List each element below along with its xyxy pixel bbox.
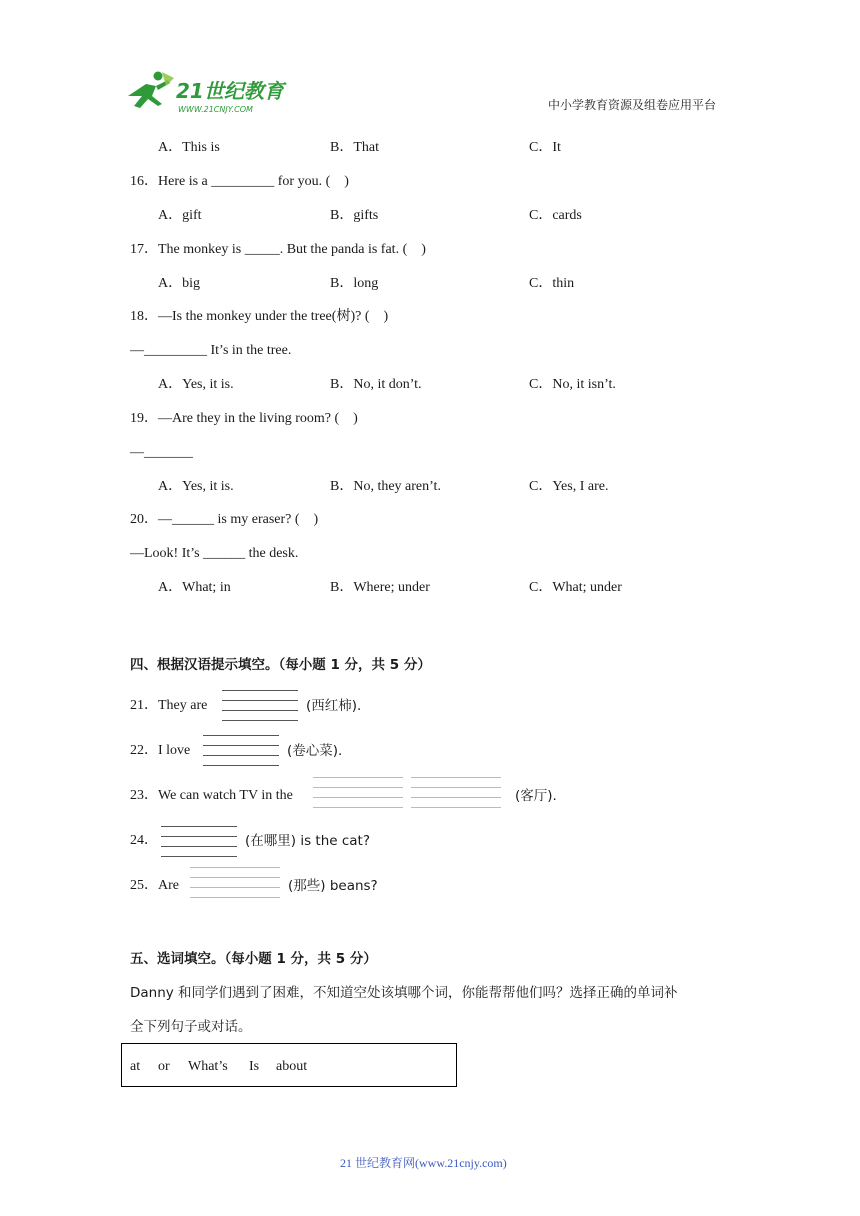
word-bank-box [121,1043,457,1087]
q20-stem: 20．—______ is my eraser? ( ) [130,512,319,527]
q25-writing-lines[interactable] [190,867,280,899]
q17-option-b: B．long [330,276,379,291]
q21-hint: (西红柿). [306,698,362,714]
q15-option-c: C．It [529,140,561,155]
q20-option-c: C．What; under [529,580,622,595]
q17-stem: 17．The monkey is _____. But the panda is fat. ( ) [130,242,426,257]
runner-logo-icon [122,70,292,116]
q21-prefix: 21．They are [130,698,208,713]
q17-option-c: C．thin [529,276,575,291]
q16-stem: 16．Here is a _________ for you. ( ) [130,174,349,189]
q22-prefix: 22．I love [130,743,191,758]
q20-reply: —Look! It’s ______ the desk. [130,546,299,561]
q22-hint: (卷心菜). [287,743,343,759]
q19-option-c: C．Yes, I are. [529,479,609,494]
q18-stem: 18．—Is the monkey under the tree(树)? ( ) [130,309,389,324]
q23-hint: (客厅). [515,788,557,804]
footer-site-link[interactable]: 21 世纪教育网(www.21cnjy.com) [340,1156,507,1170]
q23-writing-lines-2[interactable] [411,777,501,809]
q23-prefix: 23．We can watch TV in the [130,788,293,803]
q16-option-a: A．gift [158,208,202,223]
section5-intro-line2: 全下列句子或对话。 [130,1019,252,1035]
q23-writing-lines-1[interactable] [313,777,403,809]
q16-option-c: C．cards [529,208,582,223]
q15-option-b: B．That [330,140,379,155]
section5-title: 五、选词填空。（每小题 1 分，共 5 分） [130,951,377,967]
logo-sub-text: WWW.21CNJY.COM [178,105,253,114]
q18-option-a: A．Yes, it is. [158,377,234,392]
q20-option-b: B．Where; under [330,580,430,595]
q24-prefix: 24． [130,833,158,848]
q21-writing-lines[interactable] [222,690,298,722]
q18-reply: —_________ It’s in the tree. [130,343,292,358]
q24-hint: (在哪里) is the cat? [245,833,371,849]
q17-option-a: A．big [158,276,200,291]
q19-option-b: B．No, they aren’t. [330,479,441,494]
q18-option-b: B．No, it don’t. [330,377,422,392]
q18-option-c: C．No, it isn’t. [529,377,616,392]
q20-option-a: A．What; in [158,580,231,595]
q19-option-a: A．Yes, it is. [158,479,234,494]
word-bank-item: Is [249,1059,260,1074]
q16-option-b: B．gifts [330,208,379,223]
word-bank-item: at [130,1059,141,1074]
q19-stem: 19．—Are they in the living room? ( ) [130,411,358,426]
logo-main-text: 21世纪教育 [176,79,284,103]
header-platform-text: 中小学教育资源及组卷应用平台 [548,98,717,112]
word-bank-item: What’s [188,1059,228,1074]
q19-reply: —_______ [130,445,193,460]
q15-option-a: A．This is [158,140,220,155]
word-bank-item: or [158,1059,170,1074]
q25-hint: (那些) beans? [288,878,378,894]
section4-title: 四、根据汉语提示填空。（每小题 1 分，共 5 分） [130,657,431,673]
q24-writing-lines[interactable] [161,826,237,858]
site-logo [122,70,292,116]
q25-prefix: 25．Are [130,878,179,893]
q22-writing-lines[interactable] [203,735,279,767]
section5-intro-line1: Danny 和同学们遇到了困难，不知道空处该填哪个词，你能帮帮他们吗？选择正确的单词补 [130,985,678,1001]
word-bank-item: about [276,1059,308,1074]
